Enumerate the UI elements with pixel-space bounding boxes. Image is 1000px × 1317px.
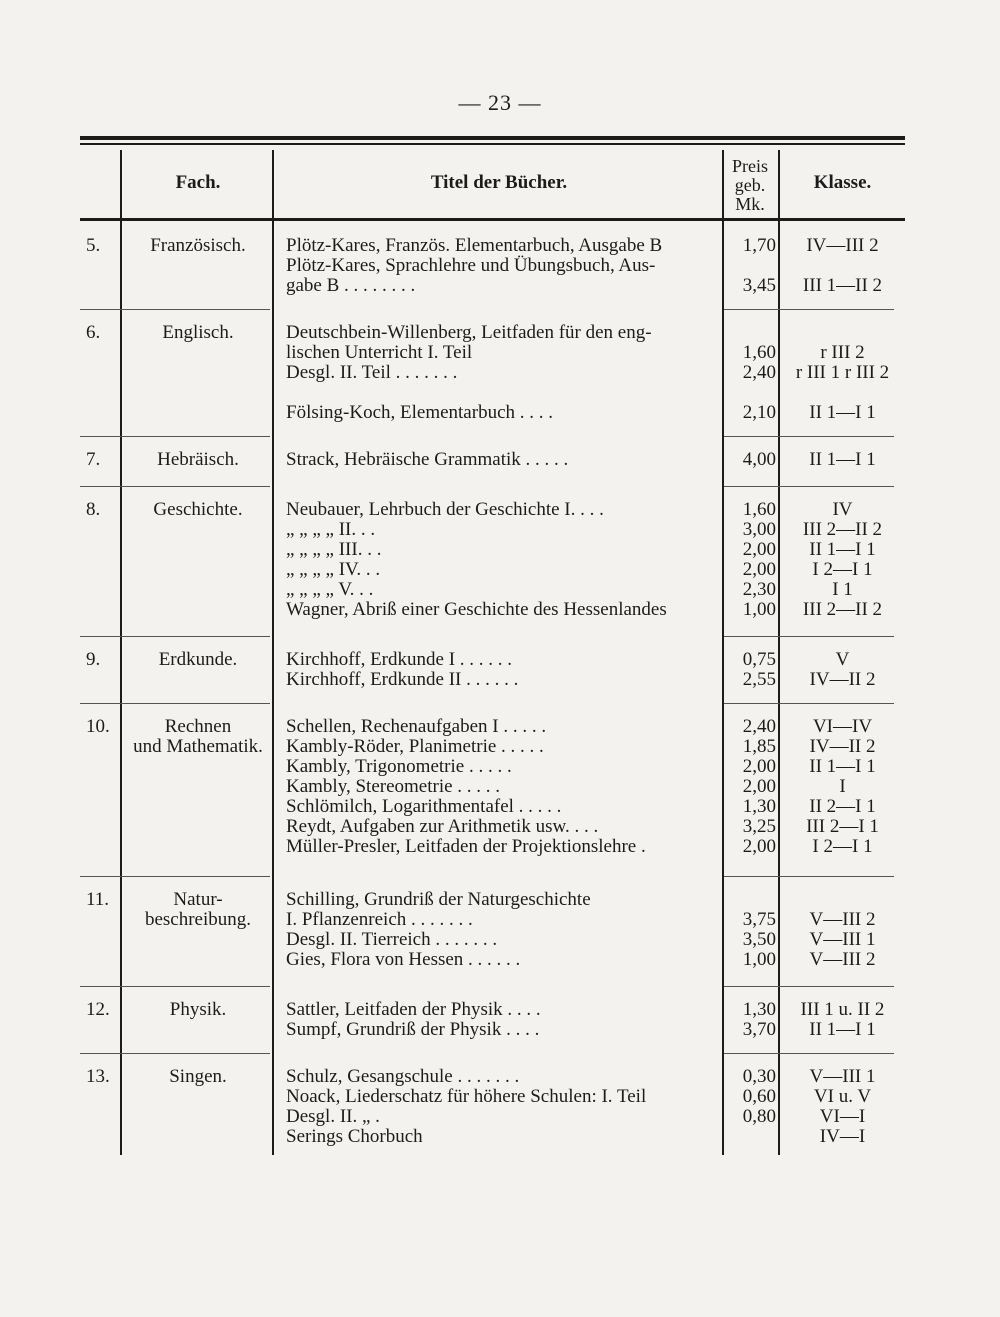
book-title: Reydt, Aufgaben zur Arithmetik usw. . . . [286, 816, 599, 837]
book-title: Kirchhoff, Erdkunde II . . . . . . [286, 669, 519, 690]
row-separator [724, 703, 894, 704]
book-class: I 2—I 1 [812, 836, 873, 857]
row-separator [80, 986, 270, 987]
book-class: II 1—I 1 [809, 449, 876, 470]
book-price: 3,75 [742, 909, 776, 930]
book-title: Wagner, Abriß einer Geschichte des Hessenlandes [286, 599, 667, 620]
subject-label: Rechnen [164, 716, 232, 737]
header-fach: Fach. [175, 172, 221, 193]
book-class: V—III 2 [809, 949, 876, 970]
book-class: VI u. V [813, 1086, 872, 1107]
row-separator [724, 486, 894, 487]
book-title: Desgl. II. „ . [286, 1106, 380, 1127]
book-title: Serings Chorbuch [286, 1126, 423, 1147]
book-price: 2,00 [742, 539, 776, 560]
top-rule [80, 136, 905, 140]
row-number: 12. [86, 999, 110, 1020]
subject-label: Hebräisch. [157, 449, 239, 470]
book-price: 0,30 [742, 1066, 776, 1087]
book-price: 2,00 [742, 776, 776, 797]
book-title: Kambly-Röder, Planimetrie . . . . . [286, 736, 544, 757]
book-title: Fölsing-Koch, Elementarbuch . . . . [286, 402, 554, 423]
book-title: „ „ „ „ V. . . [286, 579, 374, 600]
book-class: II 1—I 1 [809, 1019, 876, 1040]
book-title: Deutschbein-Willenberg, Leitfaden für den eng- [286, 322, 652, 343]
book-class: VI—IV [812, 716, 873, 737]
row-separator [724, 876, 894, 877]
book-price: 1,30 [742, 999, 776, 1020]
book-price: 2,10 [742, 402, 776, 423]
book-price: 1,60 [742, 342, 776, 363]
row-number: 11. [86, 889, 110, 910]
book-price: 2,30 [742, 579, 776, 600]
book-class: III 2—II 2 [802, 599, 883, 620]
book-class: IV—III 2 [806, 235, 879, 256]
book-title: lischen Unterricht I. Teil [286, 342, 473, 363]
book-price: 3,50 [742, 929, 776, 950]
top-rule-thin [80, 143, 905, 145]
book-title: Gies, Flora von Hessen . . . . . . [286, 949, 521, 970]
row-separator [80, 703, 270, 704]
book-title: Sumpf, Grundriß der Physik . . . . [286, 1019, 540, 1040]
book-title: Plötz-Kares, Sprachlehre und Übungsbuch, Aus- [286, 255, 656, 276]
book-title: „ „ „ „ III. . . [286, 539, 382, 560]
row-number: 8. [86, 499, 101, 520]
book-class: IV—I [819, 1126, 866, 1147]
row-separator [724, 436, 894, 437]
book-title: Neubauer, Lehrbuch der Geschichte I. . . . [286, 499, 604, 520]
row-number: 9. [86, 649, 101, 670]
row-number: 6. [86, 322, 101, 343]
row-separator [724, 309, 894, 310]
book-class: IV—II 2 [809, 736, 876, 757]
header-klasse: Klasse. [813, 172, 872, 193]
book-class: III 1—II 2 [802, 275, 883, 296]
book-price: 3,25 [742, 816, 776, 837]
book-price: 2,40 [742, 362, 776, 383]
row-separator [80, 436, 270, 437]
book-class: V—III 1 [809, 929, 876, 950]
header-preis-line: Preis [732, 156, 768, 176]
book-title: I. Pflanzenreich . . . . . . . [286, 909, 473, 930]
book-title: „ „ „ „ IV. . . [286, 559, 381, 580]
book-price: 2,00 [742, 756, 776, 777]
subject-label: Französisch. [150, 235, 246, 256]
subject-label: Singen. [169, 1066, 227, 1087]
subject-label: und Mathematik. [133, 736, 263, 757]
book-title: Desgl. II. Tierreich . . . . . . . [286, 929, 498, 950]
book-price: 3,70 [742, 1019, 776, 1040]
book-class: IV—II 2 [809, 669, 876, 690]
row-number: 10. [86, 716, 110, 737]
book-class: II 1—I 1 [809, 756, 876, 777]
book-class: V [835, 649, 850, 670]
book-class: IV [832, 499, 853, 520]
row-separator [80, 309, 270, 310]
book-price: 0,60 [742, 1086, 776, 1107]
book-class: III 2—II 2 [802, 519, 883, 540]
book-price: 0,75 [742, 649, 776, 670]
book-price: 1,00 [742, 599, 776, 620]
book-title: gabe B . . . . . . . . [286, 275, 416, 296]
subject-label: Physik. [169, 999, 227, 1020]
book-price: 1,30 [742, 796, 776, 817]
row-number: 5. [86, 235, 101, 256]
book-title: Kirchhoff, Erdkunde I . . . . . . [286, 649, 513, 670]
book-class: II 2—I 1 [809, 796, 876, 817]
book-price: 1,85 [742, 736, 776, 757]
book-class: III 2—I 1 [806, 816, 879, 837]
subject-label: Geschichte. [153, 499, 243, 520]
subject-label: beschreibung. [144, 909, 252, 930]
header-preis [722, 157, 778, 214]
row-number: 13. [86, 1066, 110, 1087]
book-class: r III 1 r III 2 [795, 362, 890, 383]
subject-label: Natur- [173, 889, 223, 910]
book-title: Kambly, Stereometrie . . . . . [286, 776, 501, 797]
header-titel: Titel der Bücher. [430, 172, 568, 193]
book-price: 2,40 [742, 716, 776, 737]
row-separator [80, 486, 270, 487]
book-class: I 2—I 1 [812, 559, 873, 580]
row-separator [80, 1053, 270, 1054]
book-title: Schlömilch, Logarithmentafel . . . . . [286, 796, 562, 817]
book-title: Noack, Liederschatz für höhere Schulen: I. Teil [286, 1086, 647, 1107]
book-price: 4,00 [742, 449, 776, 470]
book-price: 2,55 [742, 669, 776, 690]
row-separator [724, 1053, 894, 1054]
book-title: Schellen, Rechenaufgaben I . . . . . [286, 716, 547, 737]
book-class: r III 2 [820, 342, 865, 363]
book-title: Kambly, Trigonometrie . . . . . [286, 756, 512, 777]
subject-label: Erdkunde. [158, 649, 238, 670]
book-title: Strack, Hebräische Grammatik . . . . . [286, 449, 569, 470]
book-class: V—III 2 [809, 909, 876, 930]
book-title: Schilling, Grundriß der Naturgeschichte [286, 889, 591, 910]
book-price: 1,00 [742, 949, 776, 970]
header-preis-line: Mk. [735, 194, 765, 214]
book-class: V—III 1 [809, 1066, 876, 1087]
page-number: — 23 — [458, 90, 542, 115]
header-rule [80, 218, 905, 221]
book-class: III 1 u. II 2 [800, 999, 885, 1020]
book-price: 2,00 [742, 559, 776, 580]
book-title: Plötz-Kares, Französ. Elementarbuch, Ausgabe B [286, 235, 663, 256]
row-separator [80, 636, 270, 637]
header-preis-line: geb. [734, 175, 766, 195]
book-class: II 1—I 1 [809, 402, 876, 423]
book-price: 2,00 [742, 836, 776, 857]
book-price: 0,80 [742, 1106, 776, 1127]
row-separator [724, 986, 894, 987]
book-title: „ „ „ „ II. . . [286, 519, 376, 540]
book-title: Sattler, Leitfaden der Physik . . . . [286, 999, 541, 1020]
book-class: II 1—I 1 [809, 539, 876, 560]
column-line-fach [272, 150, 274, 1155]
book-title: Müller-Presler, Leitfaden der Projektionslehre . [286, 836, 646, 857]
book-price: 3,45 [742, 275, 776, 296]
book-class: I 1 [832, 579, 853, 600]
row-number: 7. [86, 449, 101, 470]
book-price: 1,70 [742, 235, 776, 256]
book-title: Desgl. II. Teil . . . . . . . [286, 362, 458, 383]
book-price: 3,00 [742, 519, 776, 540]
subject-label: Englisch. [162, 322, 234, 343]
book-class: I [839, 776, 846, 797]
column-line-titel [722, 150, 724, 1155]
book-class: VI—I [819, 1106, 866, 1127]
row-separator [80, 876, 270, 877]
book-price: 1,60 [742, 499, 776, 520]
book-title: Schulz, Gesangschule . . . . . . . [286, 1066, 520, 1087]
row-separator [724, 636, 894, 637]
